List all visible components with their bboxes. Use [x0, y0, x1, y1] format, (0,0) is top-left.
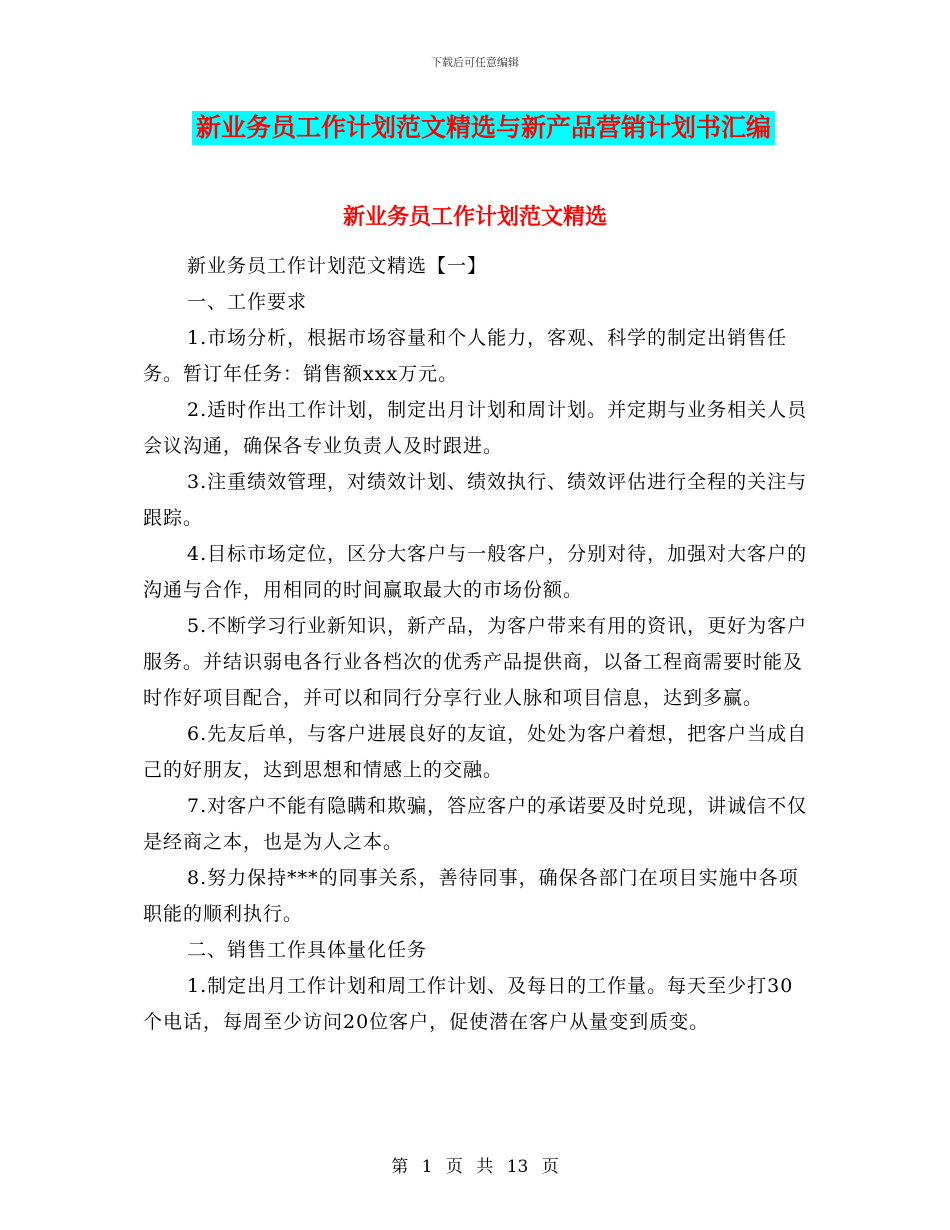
paragraph: 1.制定出月工作计划和周工作计划、及每日的工作量。每天至少打30个电话，每周至少访问20位客户，促使潜在客户从量变到质变。	[143, 975, 794, 1033]
paragraph: 4.目标市场定位，区分大客户与一般客户，分别对待，加强对大客户的沟通与合作，用相同的时间赢取最大的市场份额。	[143, 543, 808, 601]
document-main-title: 新业务员工作计划范文精选与新产品营销计划书汇编	[192, 111, 775, 145]
paragraph: 7.对客户不能有隐瞒和欺骗，答应客户的承诺要及时兑现，讲诚信不仅是经商之本，也是为人之本。	[143, 795, 808, 853]
footer-page-number: 1	[421, 1157, 433, 1177]
paragraph: 新业务员工作计划范文精选【一】	[187, 255, 488, 277]
paragraph: 6.先友后单，与客户进展良好的友谊，处处为客户着想，把客户当成自己的好朋友，达到思想和情感上的交融。	[143, 723, 808, 781]
paragraph: 1.市场分析，根据市场容量和个人能力，客观、科学的制定出销售任务。暂订年任务：销售额xxx万元。	[143, 327, 788, 385]
section-title: 新业务员工作计划范文精选	[342, 204, 607, 230]
header-note: 下载后可任意编辑	[431, 56, 519, 69]
paragraph: 2.适时作出工作计划，制定出月计划和周计划。并定期与业务相关人员会议沟通，确保各专业负责人及时跟进。	[143, 399, 808, 457]
paragraph: 8.努力保持***的同事关系，善待同事，确保各部门在项目实施中各项职能的顺利执行。	[143, 867, 799, 925]
footer-prefix: 第	[391, 1157, 409, 1177]
footer-mid1: 页	[445, 1157, 463, 1177]
paragraph: 5.不断学习行业新知识，新产品，为客户带来有用的资讯，更好为客户服务。并结识弱电各行业各档次的优秀产品提供商，以备工程商需要时能及时作好项目配合，并可以和同行分享行业人脉和项目信息，达到多赢。	[143, 615, 808, 709]
page-footer	[0, 1152, 950, 1177]
footer-total-pages: 13	[506, 1157, 529, 1177]
paragraph: 二、销售工作具体量化任务	[187, 939, 428, 961]
footer-suffix: 页	[541, 1157, 559, 1177]
footer-mid2: 共	[476, 1157, 494, 1177]
paragraph: 一、工作要求	[187, 291, 308, 313]
paragraph: 3.注重绩效管理，对绩效计划、绩效执行、绩效评估进行全程的关注与跟踪。	[143, 471, 808, 529]
document-body	[143, 248, 808, 1040]
